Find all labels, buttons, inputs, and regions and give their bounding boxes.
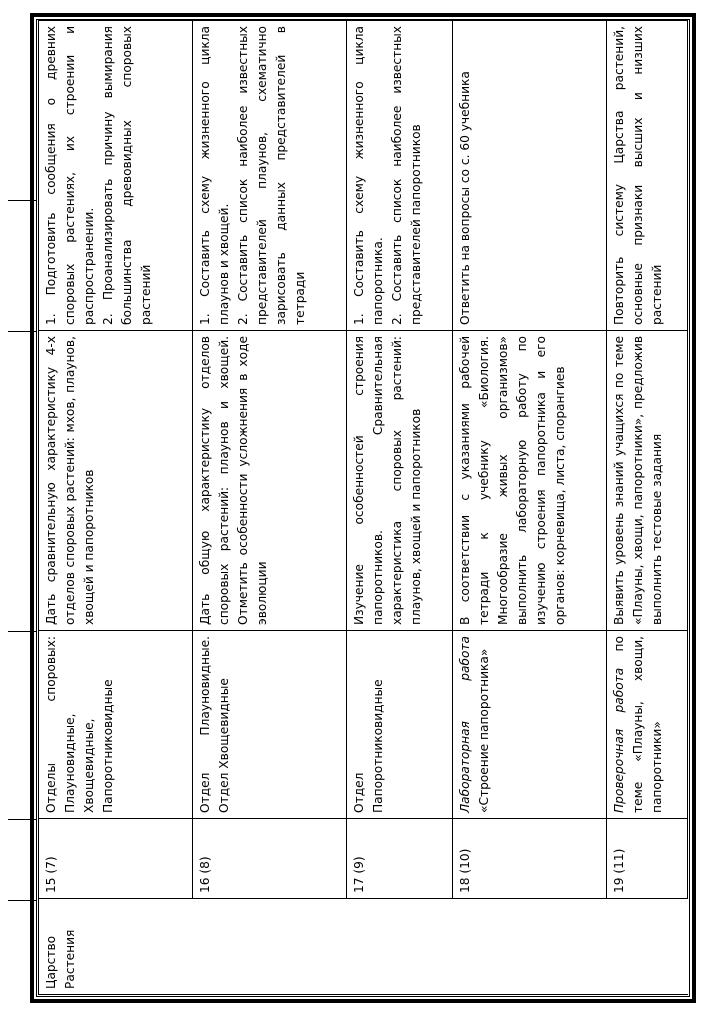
table-row (346, 21, 452, 995)
lesson-topic: Проверочная работа по теме «Плауны, хвощи, папоротники» (606, 631, 687, 819)
lesson-topic: Отделы споровых: Плауновидные, Хвощевидные, Папоротниковидные (39, 631, 193, 819)
lesson-number: 16 (8) (192, 819, 346, 899)
lesson-number: 18 (10) (452, 819, 606, 899)
lesson-homework (192, 21, 346, 331)
lesson-homework (452, 21, 606, 331)
lesson-content: Дать сравнительную характеристику 4-х отделов споровых растений: мхов, плаунов, хвощей и папоротников (39, 331, 193, 631)
lesson-homework (39, 21, 193, 331)
homework-item: Ответить на вопросы со с. 60 учебника (457, 71, 472, 325)
table-row (192, 21, 346, 995)
homework-item: 2. Проанализировать причину вымирания большинства древовидных споровых растений (101, 26, 153, 325)
lesson-content: Выявить уровень знаний учащихся по теме «Плауны, хвощи, папоротники», предложив выполнить тестовые задания (606, 331, 687, 631)
column-tick (8, 331, 36, 332)
column-tick (8, 819, 36, 820)
homework-item: Повторить систему Царства растений, основные признаки высших и низших растений (611, 26, 664, 325)
lesson-topic: Отдел Папоротниковидные (346, 631, 452, 819)
lesson-homework (346, 21, 452, 331)
section-cell: Царство Растения (39, 899, 688, 995)
table-row (606, 21, 687, 995)
column-tick (8, 900, 36, 901)
lesson-number: 17 (9) (346, 819, 452, 899)
lesson-content: Дать общую характеристику отделов споровых растений: плаунов и хвощей. Отметить особенности усложнения в ходе эволюции (192, 331, 346, 631)
homework-item: 1. Подготовить сообщения о древних споровых растениях, их строении и распространении. (44, 26, 96, 325)
lesson-topic: Лабораторная работа «Строение папоротника» (452, 631, 606, 819)
homework-item: 1. Составить схему жизненного цикла папоротника. (351, 26, 385, 325)
homework-item: 1. Составить схему жизненного цикла плаунов и хвощей. (197, 26, 231, 325)
homework-item: 2. Составить список наиболее известных представителей плаунов, схематично зарисовать данных представителей в тетради (235, 26, 307, 325)
lesson-topic: Отдел Плауновидные. Отдел Хвощевидные (192, 631, 346, 819)
column-tick (8, 200, 36, 201)
lesson-number: 19 (11) (606, 819, 687, 899)
lesson-homework (606, 21, 687, 331)
lesson-number: 15 (7) (39, 819, 193, 899)
lesson-content: В соответствии с указаниями рабочей тетради к учебнику «Биология. Многообразие живых организмов» выполнить лабораторную работу по изучению строения папоротника и его органов: корневища, листа, спорангиев (452, 331, 606, 631)
lesson-content: Изучение особенностей строения папоротников. Сравнительная характеристика споровых растений: плаунов, хвощей и папоротников (346, 331, 452, 631)
lesson-plan-table (38, 21, 688, 995)
column-tick (8, 631, 36, 632)
homework-item: 2. Составить список наиболее известных представителей папоротников (389, 26, 423, 325)
table-row (452, 21, 606, 995)
table-row (39, 21, 193, 995)
